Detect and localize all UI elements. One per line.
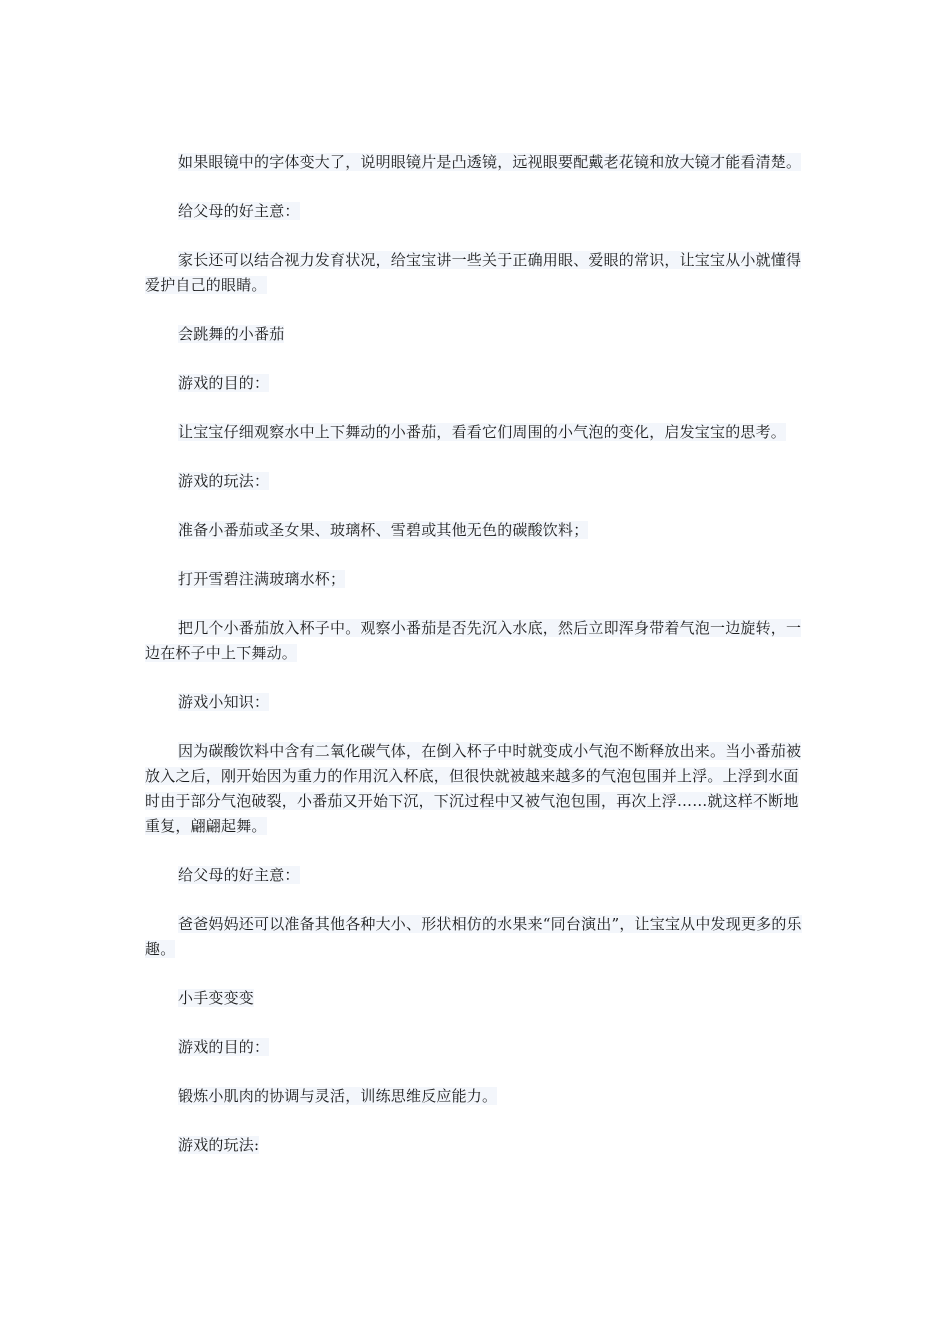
paragraph: 准备小番茄或圣女果、玻璃杯、雪碧或其他无色的碳酸饮料； [178, 521, 589, 539]
section-label: 游戏的目的： [178, 1038, 270, 1056]
section-label: 给父母的好主意： [178, 202, 300, 220]
section-label: 游戏小知识： [178, 693, 270, 711]
section-label: 游戏的目的： [178, 374, 270, 392]
paragraph: 因为碳酸饮料中含有二氧化碳气体，在倒入杯子中时就变成小气泡不断释放出来。当小番茄被放入之后，刚开始因为重力的作用沉入杯底，但很快就被越来越多的气泡包围并上浮。上浮到水面时由于部分气泡破裂，小番茄又开始下沉，下沉过程中又被气泡包围，再次上浮……就这样不断地重复，翩翩起舞。 [145, 742, 802, 835]
section-label: 游戏的玩法： [178, 472, 270, 490]
paragraph: 把几个小番茄放入杯子中。观察小番茄是否先沉入水底，然后立即浑身带着气泡一边旋转，一边在杯子中上下舞动。 [145, 619, 802, 662]
section-heading: 小手变变变 [178, 989, 255, 1007]
paragraph: 爸爸妈妈还可以准备其他各种大小、形状相仿的水果来“同台演出”，让宝宝从中发现更多的乐趣。 [145, 915, 802, 958]
paragraph: 让宝宝仔细观察水中上下舞动的小番茄，看看它们周围的小气泡的变化，启发宝宝的思考。 [178, 423, 787, 441]
document-body [145, 150, 810, 1182]
section-label: 给父母的好主意： [178, 866, 300, 884]
paragraph: 打开雪碧注满玻璃水杯； [178, 570, 346, 588]
paragraph: 家长还可以结合视力发育状况，给宝宝讲一些关于正确用眼、爱眼的常识，让宝宝从小就懂得爱护自己的眼睛。 [145, 251, 802, 294]
paragraph: 锻炼小肌肉的协调与灵活，训练思维反应能力。 [178, 1087, 498, 1105]
section-label: 游戏的玩法: [178, 1136, 260, 1154]
paragraph: 如果眼镜中的字体变大了，说明眼镜片是凸透镜，远视眼要配戴老花镜和放大镜才能看清楚。 [178, 153, 802, 171]
section-heading: 会跳舞的小番茄 [178, 325, 285, 343]
